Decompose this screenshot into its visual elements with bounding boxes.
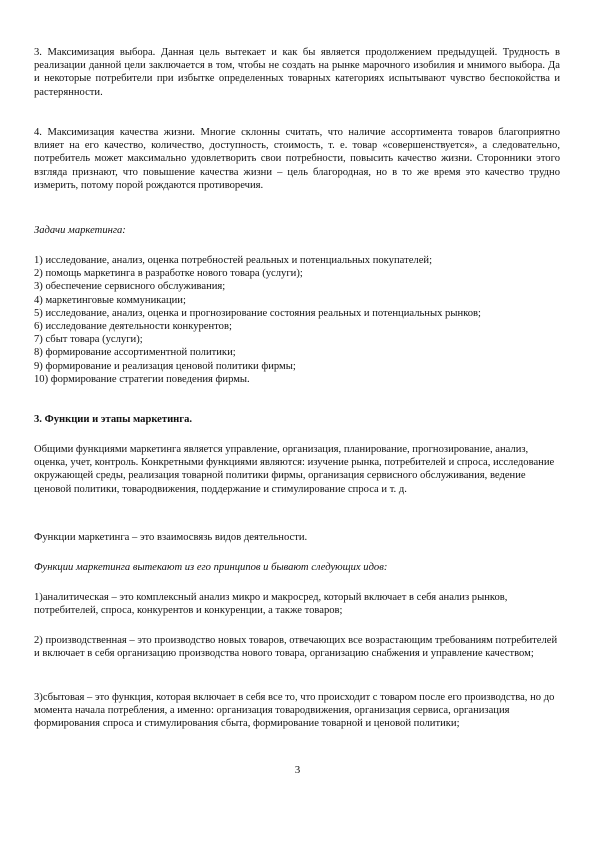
paragraph-function-types: Функции маркетинга вытекают из его принципов и бывают следующих идов: (34, 562, 388, 573)
section-heading: 3. Функции и этапы маркетинга. (34, 414, 193, 425)
list-item: 2) помощь маркетинга в разработке нового товара (услуги); (34, 268, 303, 280)
paragraph-choice-maximization: 3. Максимизация выбора. Данная цель вытекает и как бы является продолжением предыдущей. Трудность в реализации данной цели заключается в том, чтобы не создать на рынке марочного изобилия и мнимого выбора. Да и некоторые потребители при избытке определенных товарных категориях испытывают чувство беспокойства и растерянности. (34, 47, 560, 98)
page-number: 3 (294, 764, 301, 776)
list-item: 10) формирование стратегии поведения фирмы. (34, 373, 250, 385)
paragraph-quality-maximization: 4. Максимизация качества жизни. Многие склонны считать, что наличие ассортимента товаров благоприятно влияет на его качество, количество, доступность, стоимость, т. е. товар «совершенствуется», а следовательно, потребитель может максимально удовлетворить свои потребности, повысить качество жизни. Сторонники этого взгляда признают, что повышение качества жизни – цель благородная, но в то же время это качество трудно измерить, потому порой рождаются противоречия. (34, 127, 560, 191)
paragraph-functions-link: Функции маркетинга – это взаимосвязь видов деятельности. (34, 532, 308, 543)
list-item: 4) маркетинговые коммуникации; (34, 294, 186, 306)
list-item: 8) формирование ассортиментной политики; (34, 347, 236, 359)
paragraph-production-function: 2) производственная – это производство новых товаров, отвечающих все возрастающим требованиям потребителей и включает в себя организацию производства нового товара, организацию снабжения и управление качеством; (34, 635, 558, 660)
list-item: 1) исследование, анализ, оценка потребностей реальных и потенциальных покупателей; (34, 255, 433, 266)
tasks-list (34, 254, 560, 386)
paragraph-sales-function: 3)сбытовая – это функция, которая включает в себя все то, что происходит с товаром после его производства, но до момента начала потребления, а именно: организация товародвижения, организация сервиса, организация формирования спроса и стимулирования сбыта, формирование товарной и ценовой политики; (34, 692, 555, 730)
tasks-heading: Задачи маркетинга: (34, 225, 126, 236)
list-item: 3) обеспечение сервисного обслуживания; (34, 281, 226, 293)
list-item: 9) формирование и реализация ценовой политики фирмы; (34, 360, 296, 372)
paragraph-general-functions: Общими функциями маркетинга является управление, организация, планирование, прогнозирование, анализ, оценка, учет, контроль. Конкретными функциями являются: изучение рынка, потребителей и спроса, исследование окружающей среды, реализация товарной политики фирмы, организация сервисного обслуживания, ведение ценовой политики, товародвижения, поддержание и стимулирование спроса и т. д. (34, 444, 555, 495)
paragraph-analytical-function: 1)аналитическая – это комплексный анализ микро и макросред, который включает в себя анализ рынков, потребителей, спроса, конкурентов и конкуренции, а также товаров; (34, 592, 508, 617)
list-item: 7) сбыт товара (услуги); (34, 334, 143, 346)
list-item: 5) исследование, анализ, оценка и прогнозирование состояния реальных и потенциальных рынков; (34, 307, 481, 319)
list-item: 6) исследование деятельности конкурентов; (34, 321, 232, 333)
